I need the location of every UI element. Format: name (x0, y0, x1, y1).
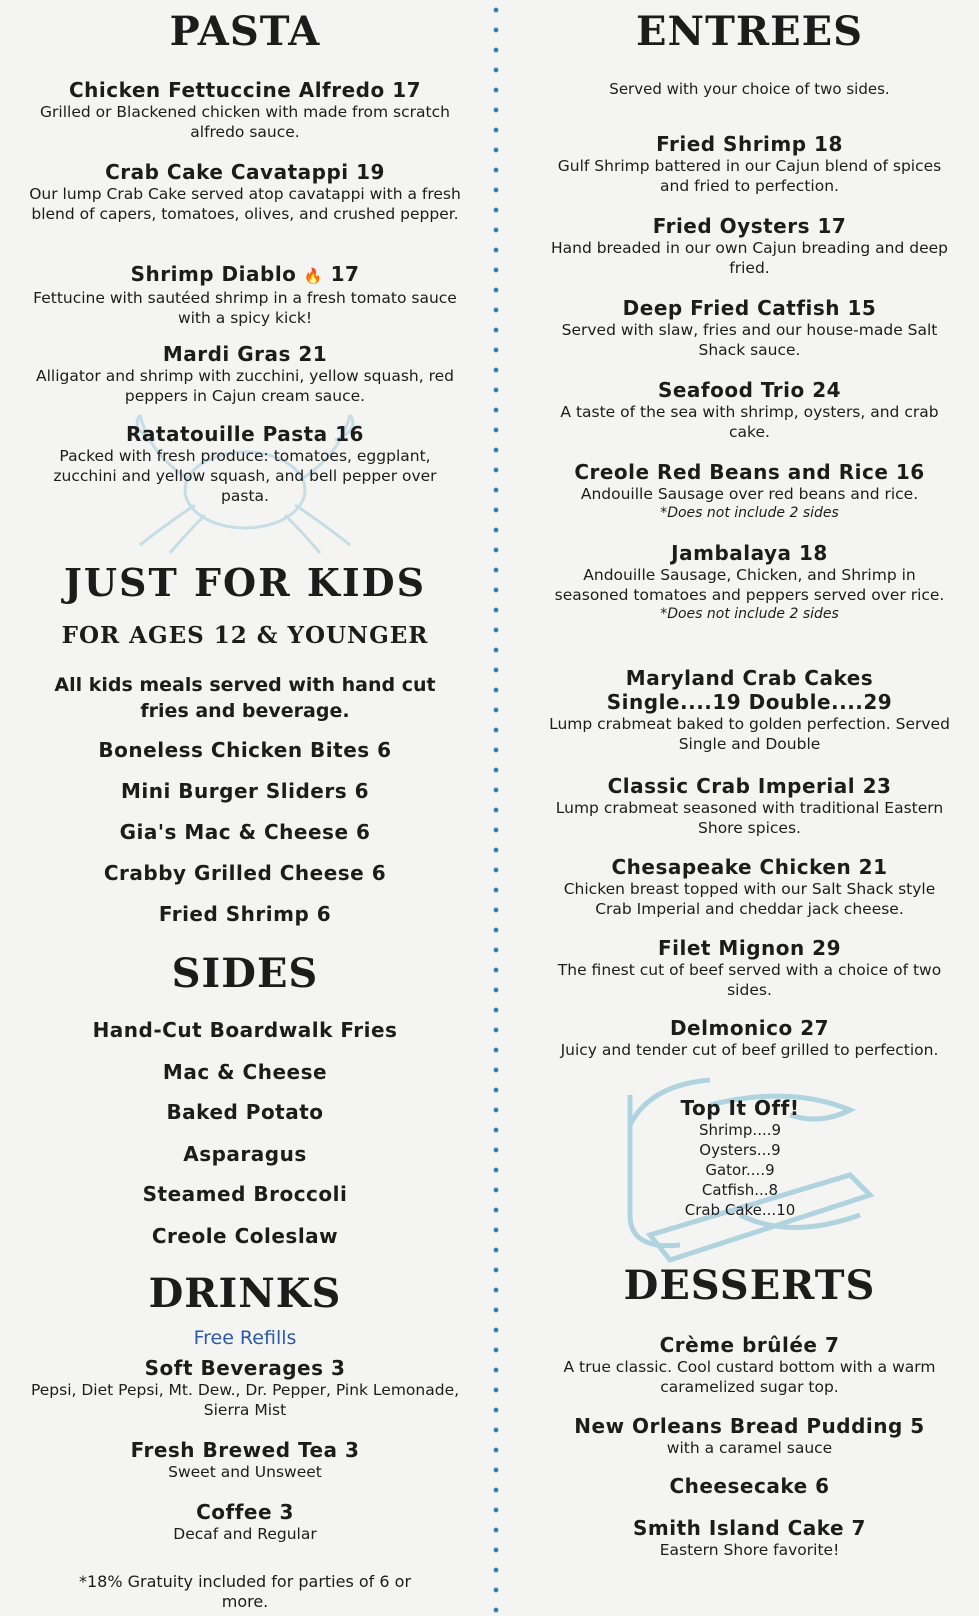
flame-icon: 🔥 (303, 267, 324, 285)
pasta-title: PASTA (169, 8, 321, 55)
entree-item (520, 214, 979, 278)
item-desc: Alligator and shrimp with zucchini, yellow squash, red peppers in Cajun cream sauce. (36, 367, 454, 405)
item-name: Crab Cake Cavatappi 19 (105, 160, 385, 184)
entree-item (520, 666, 979, 754)
item-name: Deep Fried Catfish 15 (622, 296, 877, 320)
item-name: Maryland Crab Cakes (625, 666, 874, 690)
top-it-off-title: Top It Off! (680, 1096, 800, 1120)
item-name: Fresh Brewed Tea 3 (130, 1438, 360, 1462)
item-note: *Does not include 2 sides (660, 606, 839, 622)
topping-item: Catfish...8 (701, 1181, 779, 1199)
kids-title: JUST FOR KIDS (63, 560, 427, 605)
item-name: Crème brûlée 7 (659, 1333, 840, 1357)
item-desc: Sweet and Unsweet (168, 1463, 322, 1481)
topping-item: Gator....9 (705, 1161, 775, 1179)
kids-item: Mini Burger Sliders 6 (120, 779, 369, 803)
item-name: Seafood Trio 24 (657, 378, 842, 402)
pasta-item (0, 422, 490, 506)
right-column (520, 0, 979, 1616)
item-name: Creole Red Beans and Rice 16 (574, 460, 925, 484)
item-price-options: Single....19 Double....29 (606, 690, 893, 714)
entree-item (520, 855, 979, 919)
topping-item: Shrimp....9 (698, 1121, 782, 1139)
entree-item (520, 132, 979, 196)
item-desc: Juicy and tender cut of beef grilled to perfection. (560, 1041, 939, 1059)
entree-item (520, 1016, 979, 1060)
topping-item: Crab Cake...10 (684, 1201, 796, 1219)
entree-item (520, 296, 979, 360)
desserts-title: DESSERTS (623, 1262, 876, 1309)
item-name: Fried Oysters 17 (652, 214, 847, 238)
item-note: *Does not include 2 sides (660, 505, 839, 521)
item-name: Chicken Fettuccine Alfredo 17 (68, 78, 422, 102)
item-desc: The finest cut of beef served with a choice of two sides. (557, 961, 942, 999)
item-name: Mardi Gras 21 (162, 342, 328, 366)
item-desc: Our lump Crab Cake served atop cavatappi with a fresh blend of capers, tomatoes, olives, and crushed pepper. (29, 185, 461, 223)
item-desc: Gulf Shrimp battered in our Cajun blend of spices and fried to perfection. (557, 157, 942, 195)
side-item: Creole Coleslaw (151, 1224, 339, 1248)
entrees-subtitle: Served with your choice of two sides. (609, 80, 890, 98)
item-desc: Andouille Sausage over red beans and rice. (580, 485, 919, 503)
item-desc: Lump crabmeat baked to golden perfection. Served Single and Double (549, 715, 950, 753)
drinks-title: DRINKS (148, 1270, 342, 1317)
item-desc: Lump crabmeat seasoned with traditional Eastern Shore spices. (555, 799, 944, 837)
entree-item (520, 378, 979, 442)
kids-item: Gia's Mac & Cheese 6 (119, 820, 371, 844)
item-desc: Eastern Shore favorite! (659, 1541, 840, 1559)
kids-subtitle: FOR AGES 12 & YOUNGER (61, 622, 429, 649)
item-name: Filet Mignon 29 (657, 936, 842, 960)
entree-item (520, 541, 979, 623)
item-name: Soft Beverages 3 (144, 1356, 346, 1380)
drink-item (0, 1500, 490, 1544)
kids-note: All kids meals served with hand cut fries and beverage. (54, 674, 436, 722)
item-desc: Served with slaw, fries and our house-made Salt Shack sauce. (561, 321, 938, 359)
item-name: Classic Crab Imperial 23 (607, 774, 892, 798)
item-desc: Hand breaded in our own Cajun breading and deep fried. (550, 239, 949, 277)
item-name: Chesapeake Chicken 21 (611, 855, 888, 879)
drink-item (0, 1356, 490, 1420)
pasta-item (0, 160, 490, 224)
item-desc: Fettucine with sautéed shrimp in a fresh tomato sauce with a spicy kick! (33, 289, 457, 327)
drink-item (0, 1438, 490, 1482)
item-desc: Packed with fresh produce: tomatoes, eggplant, zucchini and yellow squash, and bell pepper over pasta. (53, 447, 437, 505)
side-item: Steamed Broccoli (142, 1182, 348, 1206)
entree-item (520, 936, 979, 1000)
entree-item (520, 460, 979, 522)
kids-item: Crabby Grilled Cheese 6 (103, 861, 387, 885)
item-price: 17 (330, 262, 360, 286)
kids-item: Fried Shrimp 6 (158, 902, 332, 926)
item-desc: Decaf and Regular (173, 1525, 317, 1543)
pasta-item (0, 342, 490, 406)
topping-item: Oysters...9 (699, 1141, 781, 1159)
item-desc: Chicken breast topped with our Salt Shack style Crab Imperial and cheddar jack cheese. (563, 880, 936, 918)
item-desc: with a caramel sauce (666, 1439, 833, 1457)
item-desc: A true classic. Cool custard bottom with a warm caramelized sugar top. (563, 1358, 936, 1396)
entree-item (520, 774, 979, 838)
item-name: Coffee 3 (196, 1500, 294, 1524)
pasta-item (0, 78, 490, 142)
drinks-subtitle: Free Refills (193, 1327, 297, 1349)
item-name: Smith Island Cake 7 (633, 1516, 866, 1540)
item-name: New Orleans Bread Pudding 5 (574, 1414, 925, 1438)
kids-item: Boneless Chicken Bites 6 (98, 738, 392, 762)
sides-title: SIDES (171, 950, 319, 997)
item-desc: A taste of the sea with shrimp, oysters, and crab cake. (560, 403, 939, 441)
item-name: Ratatouille Pasta 16 (126, 422, 364, 446)
entrees-title: ENTREES (636, 8, 863, 55)
side-item: Asparagus (183, 1142, 307, 1166)
item-name: Jambalaya 18 (671, 541, 828, 565)
item-name: Cheesecake 6 (669, 1474, 830, 1498)
item-desc: Grilled or Blackened chicken with made from scratch alfredo sauce. (40, 103, 450, 141)
item-desc: Pepsi, Diet Pepsi, Mt. Dew., Dr. Pepper, Pink Lemonade, Sierra Mist (30, 1381, 460, 1419)
pasta-item (0, 262, 490, 328)
item-name: Delmonico 27 (669, 1016, 830, 1040)
item-name-row (0, 262, 490, 288)
top-it-off-box (640, 1096, 840, 1220)
side-item: Hand-Cut Boardwalk Fries (92, 1018, 398, 1042)
side-item: Baked Potato (166, 1100, 324, 1124)
side-item: Mac & Cheese (162, 1060, 328, 1084)
item-desc: Andouille Sausage, Chicken, and Shrimp in seasoned tomatoes and peppers served over rice. (554, 566, 945, 604)
item-name: Fried Shrimp 18 (656, 132, 843, 156)
gratuity-footnote: *18% Gratuity included for parties of 6 or more. (78, 1572, 412, 1611)
item-name: Shrimp Diablo (130, 262, 297, 286)
dotted-column-divider (492, 0, 500, 1616)
